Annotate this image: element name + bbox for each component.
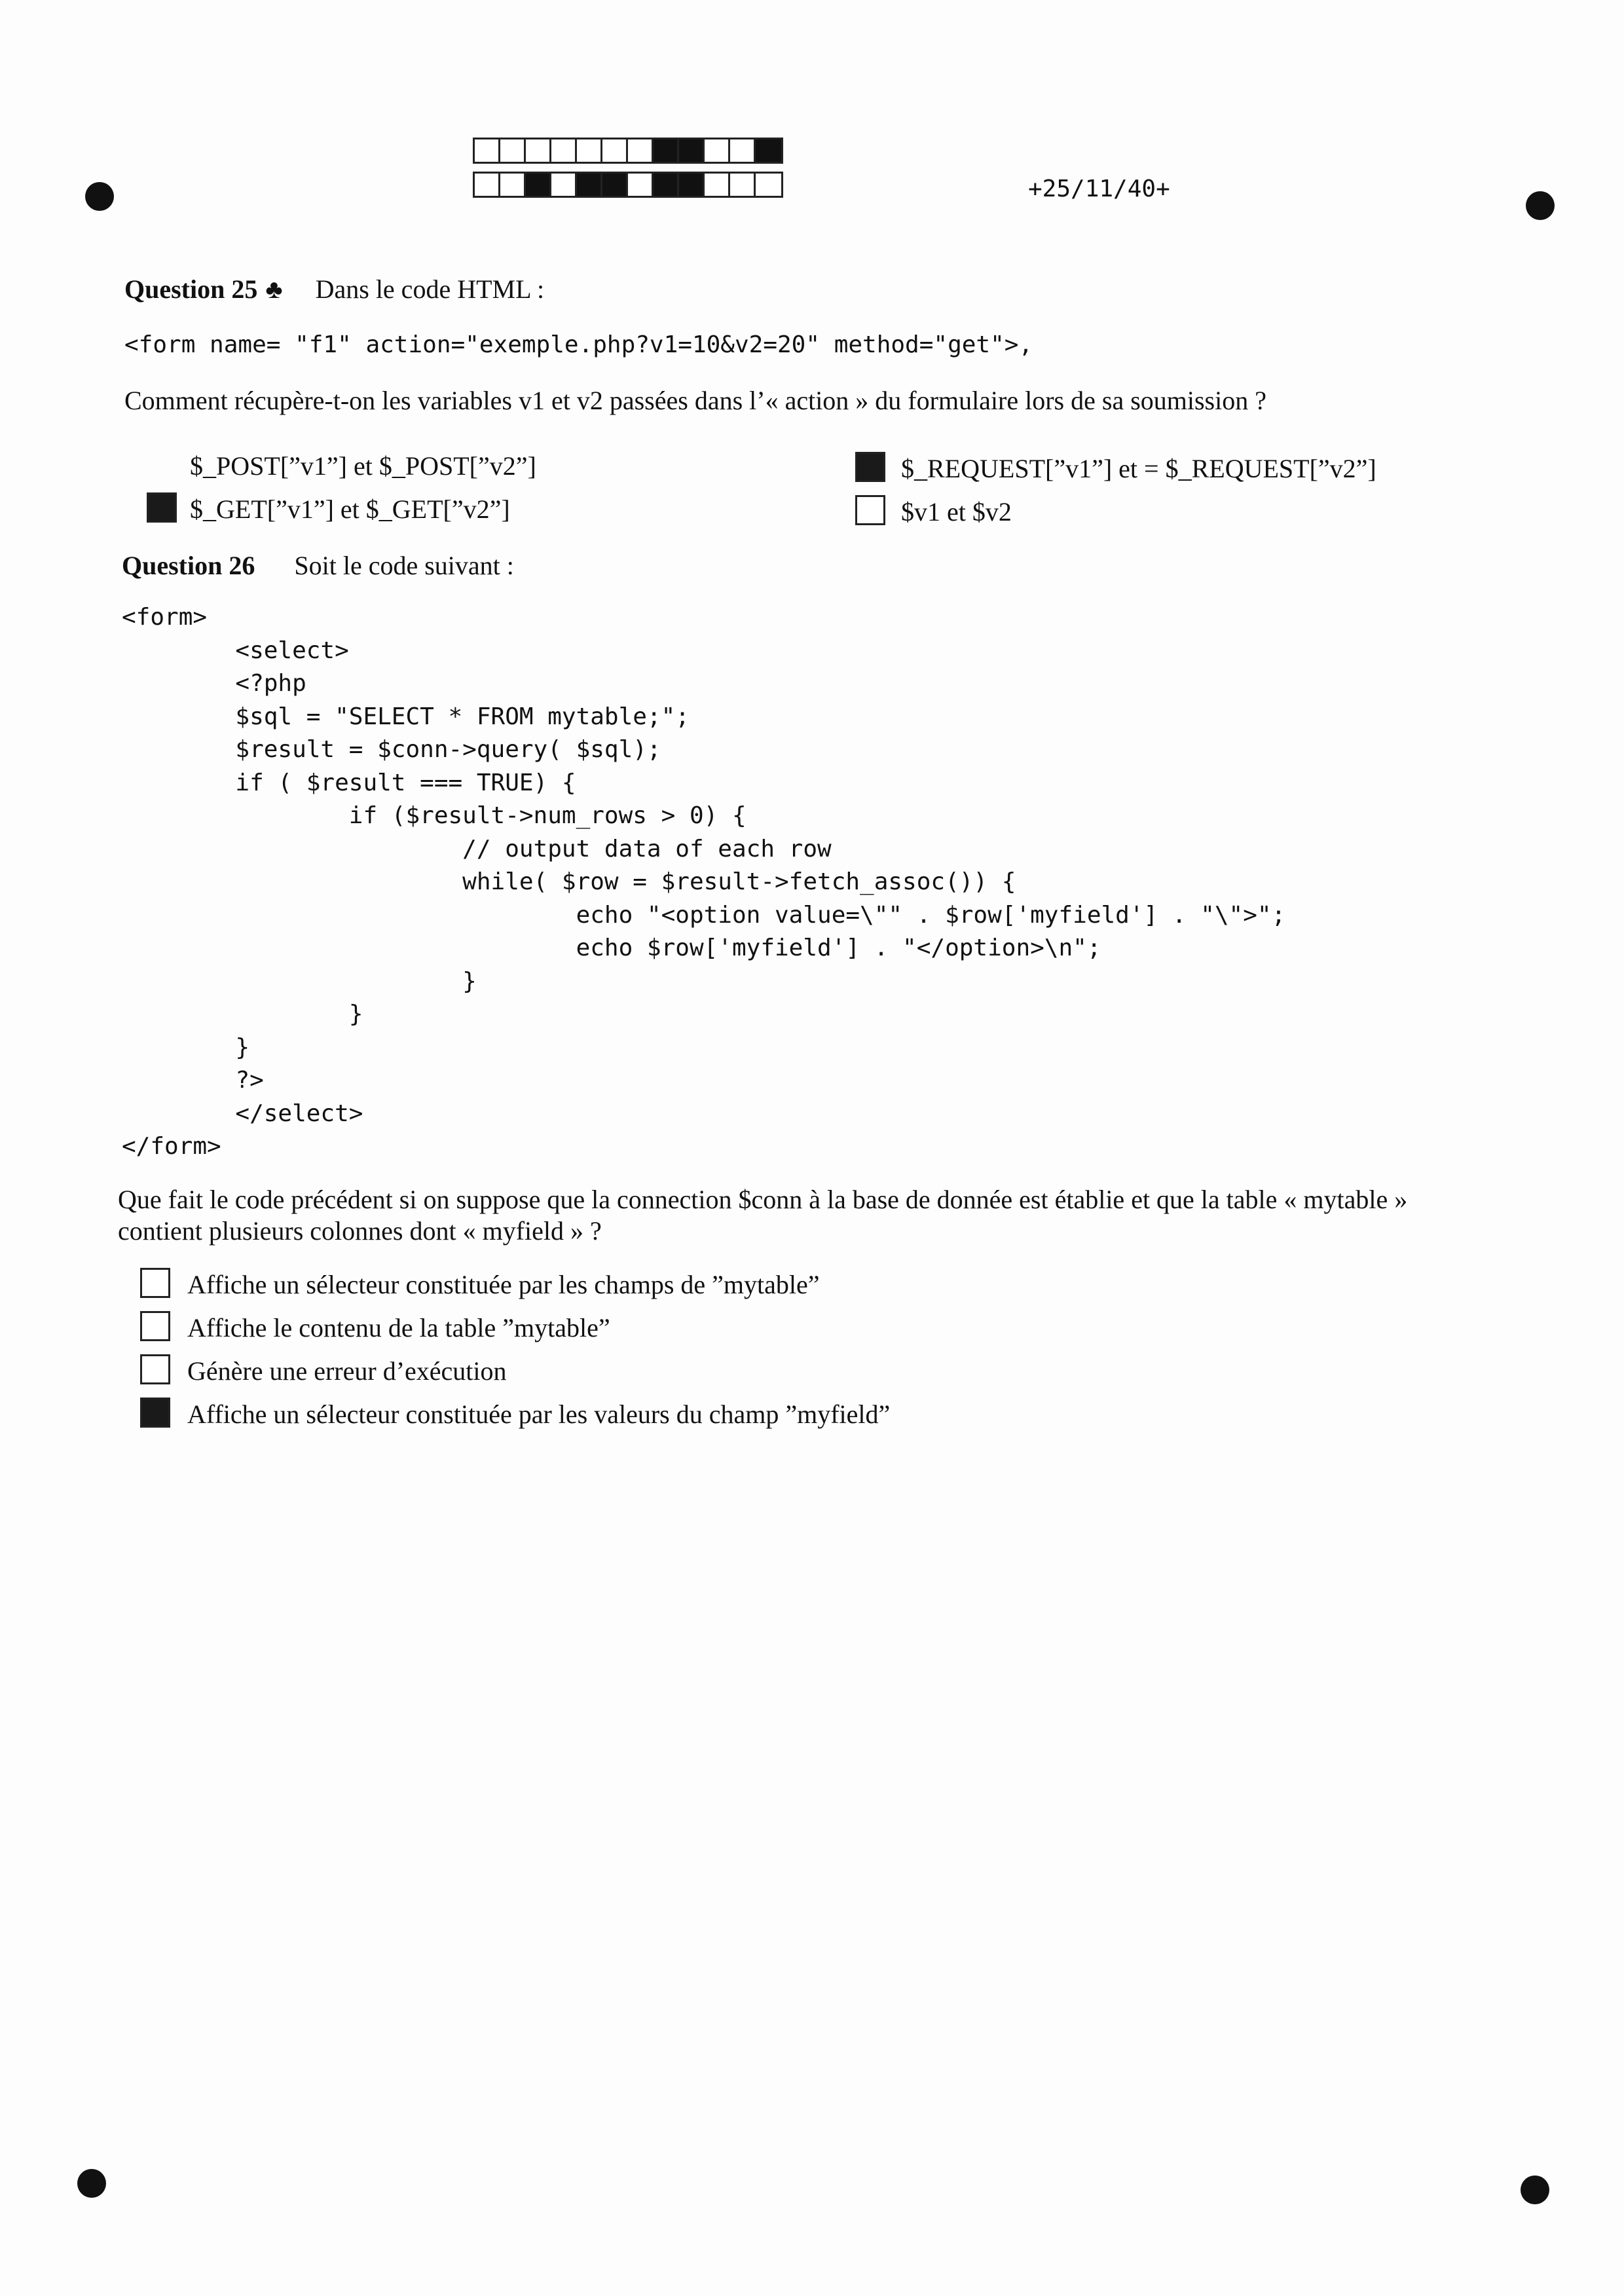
- club-symbol: ♣: [265, 274, 283, 304]
- q26-option-1-checkbox[interactable]: [140, 1268, 170, 1298]
- registration-mark-top-right: [1526, 191, 1555, 220]
- q25-option-2-label: $_GET[”v1”] et $_GET[”v2”]: [190, 494, 510, 524]
- barcode-cell: [654, 139, 679, 162]
- q26-option-4-label: Affiche un sélecteur constituée par les valeurs du champ ”myfield”: [187, 1399, 891, 1429]
- registration-mark-bottom-right: [1521, 2176, 1549, 2204]
- barcode-cell: [577, 139, 602, 162]
- q26-option-2-label: Affiche le contenu de la table ”mytable”: [187, 1313, 610, 1342]
- q25-option-3-checkbox[interactable]: [855, 452, 885, 482]
- barcode-bottom: [473, 172, 783, 198]
- barcode-cell: [756, 174, 781, 196]
- q25-option-3-label: $_REQUEST[”v1”] et = $_REQUEST[”v2”]: [901, 454, 1376, 483]
- code-line: $result = $conn->query( $sql);: [122, 736, 661, 763]
- barcode-cell: [475, 174, 500, 196]
- q26-option-3-checkbox[interactable]: [140, 1354, 170, 1384]
- q25-option-4-label: $v1 et $v2: [901, 497, 1012, 527]
- barcode-top: [473, 138, 783, 164]
- barcode-cell: [730, 139, 756, 162]
- q25-option-1-label: $_POST[”v1”] et $_POST[”v2”]: [190, 451, 536, 481]
- code-line: }: [122, 1001, 363, 1028]
- code-line: <select>: [122, 637, 349, 664]
- code-line: if ($result->num_rows > 0) {: [122, 802, 747, 829]
- exam-serial: +25/11/40+: [1028, 176, 1170, 202]
- registration-mark-top-left: [85, 182, 114, 211]
- barcode-cell: [602, 174, 628, 196]
- registration-mark-bottom-left: [77, 2169, 106, 2198]
- code-line: <form>: [122, 604, 208, 631]
- question-25-code: <form name= "f1" action="exemple.php?v1=10&v2=20" method="get">,: [124, 331, 1033, 358]
- question-26-header: [122, 550, 514, 581]
- barcode-cell: [526, 174, 551, 196]
- barcode-cell: [526, 139, 551, 162]
- code-line: if ( $result === TRUE) {: [122, 769, 576, 796]
- code-line: $sql = "SELECT * FROM mytable;";: [122, 703, 690, 730]
- barcode-cell: [654, 174, 679, 196]
- barcode-cell: [628, 174, 654, 196]
- question-26-prompt-line-2: contient plusieurs colonnes dont « myfield » ?: [118, 1216, 602, 1246]
- barcode-cell: [679, 139, 705, 162]
- question-25-intro: Dans le code HTML :: [315, 274, 545, 304]
- q26-option-1-label: Affiche un sélecteur constituée par les champs de ”mytable”: [187, 1270, 820, 1299]
- barcode-cell: [475, 139, 500, 162]
- barcode-cell: [551, 174, 577, 196]
- barcode-cell: [679, 174, 705, 196]
- barcode-cell: [705, 174, 730, 196]
- question-26-prompt-line-1: Que fait le code précédent si on suppose que la connection $conn à la base de donnée est établie et que la table « mytable »: [118, 1185, 1408, 1214]
- q26-option-2-checkbox[interactable]: [140, 1311, 170, 1341]
- barcode-cell: [628, 139, 654, 162]
- code-line: </form>: [122, 1133, 221, 1160]
- barcode-cell: [500, 139, 526, 162]
- barcode-cell: [730, 174, 756, 196]
- q25-option-4-checkbox[interactable]: [855, 495, 885, 525]
- question-26-intro: Soit le code suivant :: [294, 551, 514, 580]
- barcode-cell: [551, 139, 577, 162]
- q26-option-3-label: Génère une erreur d’exécution: [187, 1356, 507, 1386]
- code-line: // output data of each row: [122, 835, 832, 862]
- question-25-header: [124, 274, 544, 305]
- barcode-cell: [602, 139, 628, 162]
- code-line: </select>: [122, 1100, 363, 1127]
- code-line: }: [122, 967, 477, 995]
- code-line: echo "<option value=\"" . $row['myfield'] . "\">";: [122, 901, 1286, 929]
- code-line: }: [122, 1033, 250, 1061]
- barcode-cell: [577, 174, 602, 196]
- question-26-label: Question 26: [122, 551, 255, 580]
- code-line: ?>: [122, 1067, 264, 1094]
- q26-option-4-checkbox[interactable]: [140, 1398, 170, 1428]
- question-25-prompt: Comment récupère-t-on les variables v1 et v2 passées dans l’« action » du formulaire lors de sa soumission ?: [124, 386, 1266, 415]
- question-25-label: Question 25: [124, 274, 258, 304]
- code-line: while( $row = $result->fetch_assoc()) {: [122, 868, 1016, 895]
- barcode-cell: [500, 174, 526, 196]
- barcode-cell: [705, 139, 730, 162]
- code-line: <?php: [122, 670, 306, 697]
- code-line: echo $row['myfield'] . "</option>\n";: [122, 935, 1101, 961]
- barcode-cell: [756, 139, 781, 162]
- q25-option-2-checkbox[interactable]: [147, 492, 177, 523]
